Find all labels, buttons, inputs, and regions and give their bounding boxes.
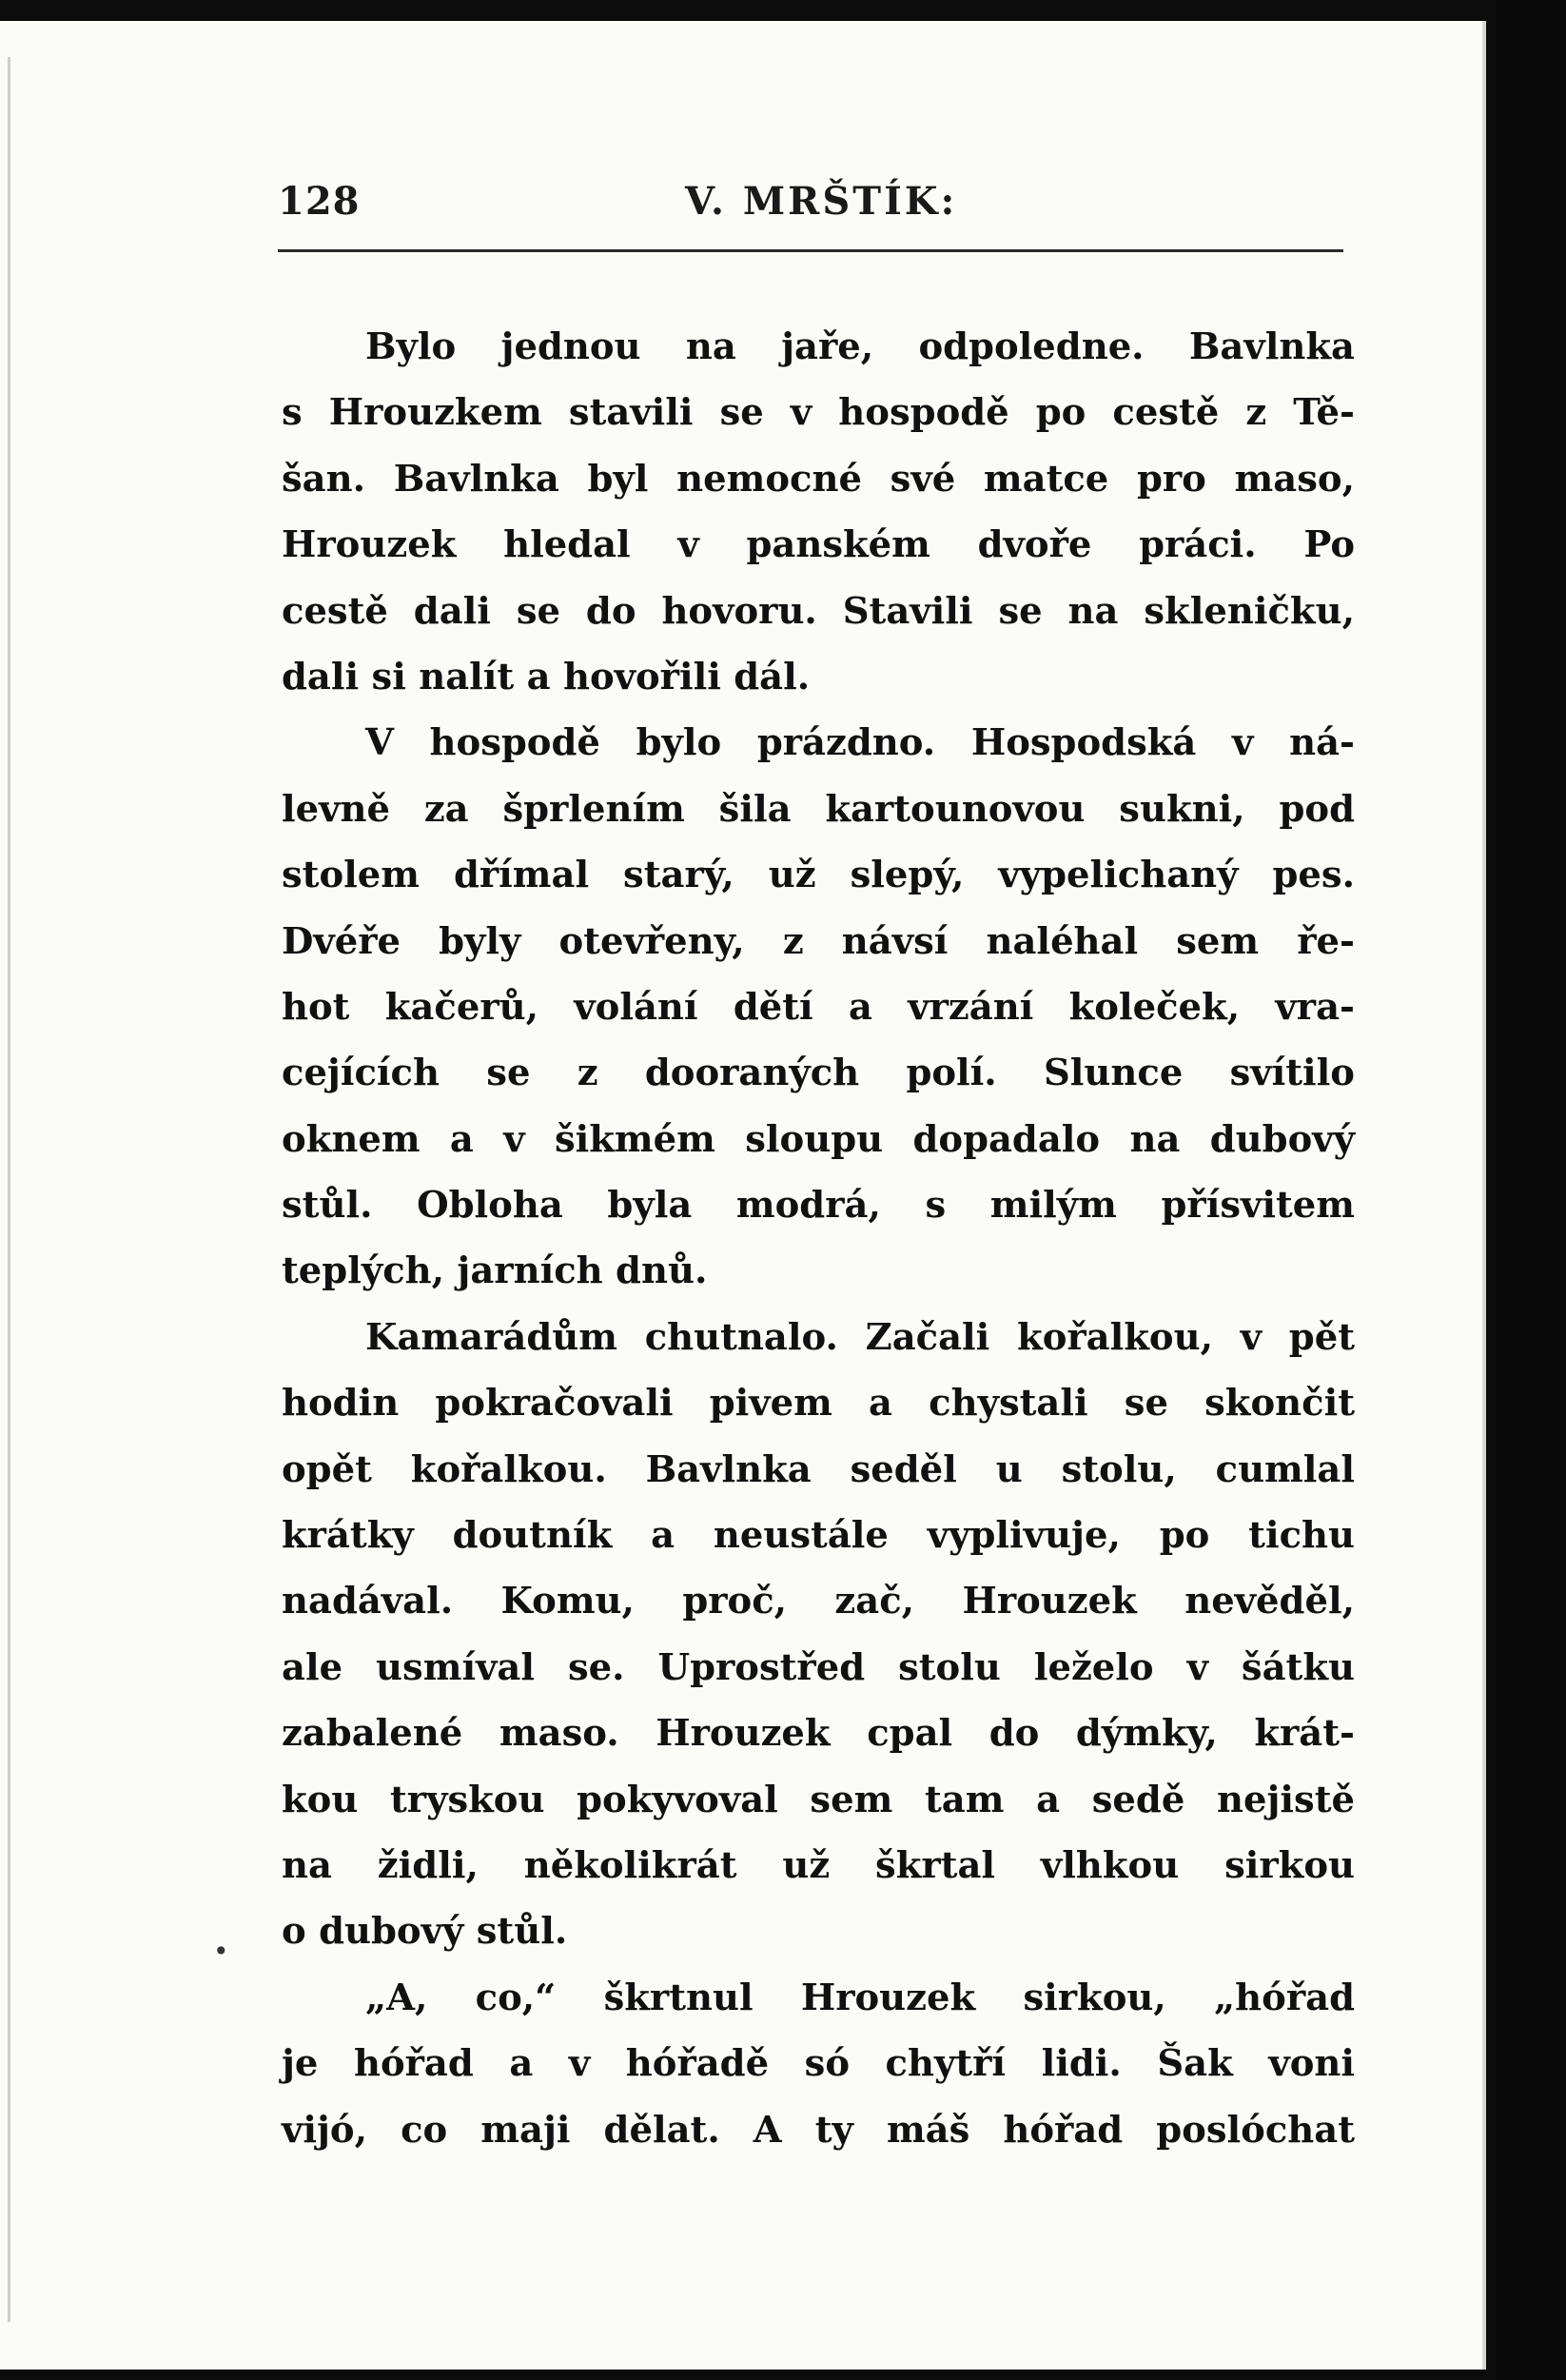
text-line: Bylo jednou na jaře, odpoledne. Bavlnka (365, 325, 1355, 368)
text-line: hot kačerů, volání dětí a vrzání koleček, vra- (282, 985, 1355, 1029)
text-line: s Hrouzkem stavili se v hospodě po cestě z Tě- (282, 391, 1355, 435)
text-line: šan. Bavlnka byl nemocné své matce pro maso, (282, 457, 1355, 501)
text-line: dali si nalít a hovořili dál. (282, 655, 811, 698)
text-line: Kamarádům chutnalo. Začali kořalkou, v pět (365, 1315, 1355, 1359)
page-number: 128 (278, 179, 361, 224)
text-line: Hrouzek hledal v panském dvoře práci. Po (282, 523, 1355, 567)
text-line: opět kořalkou. Bavlnka seděl u stolu, cumlal (282, 1447, 1355, 1491)
margin-dot: • (213, 1936, 229, 1967)
running-head: V. MRŠTÍK: (685, 179, 958, 224)
text-line: cestě dali se do hovoru. Stavili se na skleničku, (282, 589, 1355, 633)
text-line: vijó, co maji dělat. A ty máš hóřad poslóchat (282, 2108, 1355, 2152)
text-line: teplých, jarních dnů. (282, 1249, 708, 1293)
page-left-edge (8, 57, 10, 2322)
text-line: o dubový stůl. (282, 1910, 568, 1954)
text-line: „A, co,“ škrtnul Hrouzek sirkou, „hóřad (365, 1976, 1355, 2019)
text-line: levně za šprlením šila kartounovou sukni, pod (282, 787, 1355, 831)
text-line: stůl. Obloha byla modrá, s milým přísvitem (282, 1184, 1355, 1228)
text-line: kou tryskou pokyvoval sem tam a sedě nejistě (282, 1778, 1355, 1821)
text-line: je hóřad a v hóřadě só chytří lidi. Šak voni (282, 2042, 1355, 2086)
text-line: na židli, několikrát už škrtal vlhkou sirkou (282, 1843, 1355, 1887)
header-rule (278, 249, 1343, 252)
text-line: zabalené maso. Hrouzek cpal do dýmky, krát- (282, 1712, 1355, 1756)
text-line: ale usmíval se. Uprostřed stolu leželo v šátku (282, 1645, 1355, 1689)
text-line: hodin pokračovali pivem a chystali se skončit (282, 1382, 1355, 1426)
text-line: V hospodě bylo prázdno. Hospodská v ná- (365, 721, 1355, 765)
text-line: stolem dřímal starý, už slepý, vypelichaný pes. (282, 854, 1355, 897)
scan-dark-margin (1496, 0, 1566, 2380)
body-text (282, 314, 1355, 2163)
text-line: Dvéře byly otevřeny, z návsí naléhal sem ře- (282, 919, 1355, 963)
text-line: cejících se z dooraných polí. Slunce svítilo (282, 1052, 1355, 1095)
text-line: krátky doutník a neustále vyplivuje, po tichu (282, 1514, 1355, 1558)
text-line: oknem a v šikmém sloupu dopadalo na dubový (282, 1117, 1355, 1161)
text-line: nadával. Komu, proč, zač, Hrouzek nevěděl, (282, 1580, 1355, 1623)
